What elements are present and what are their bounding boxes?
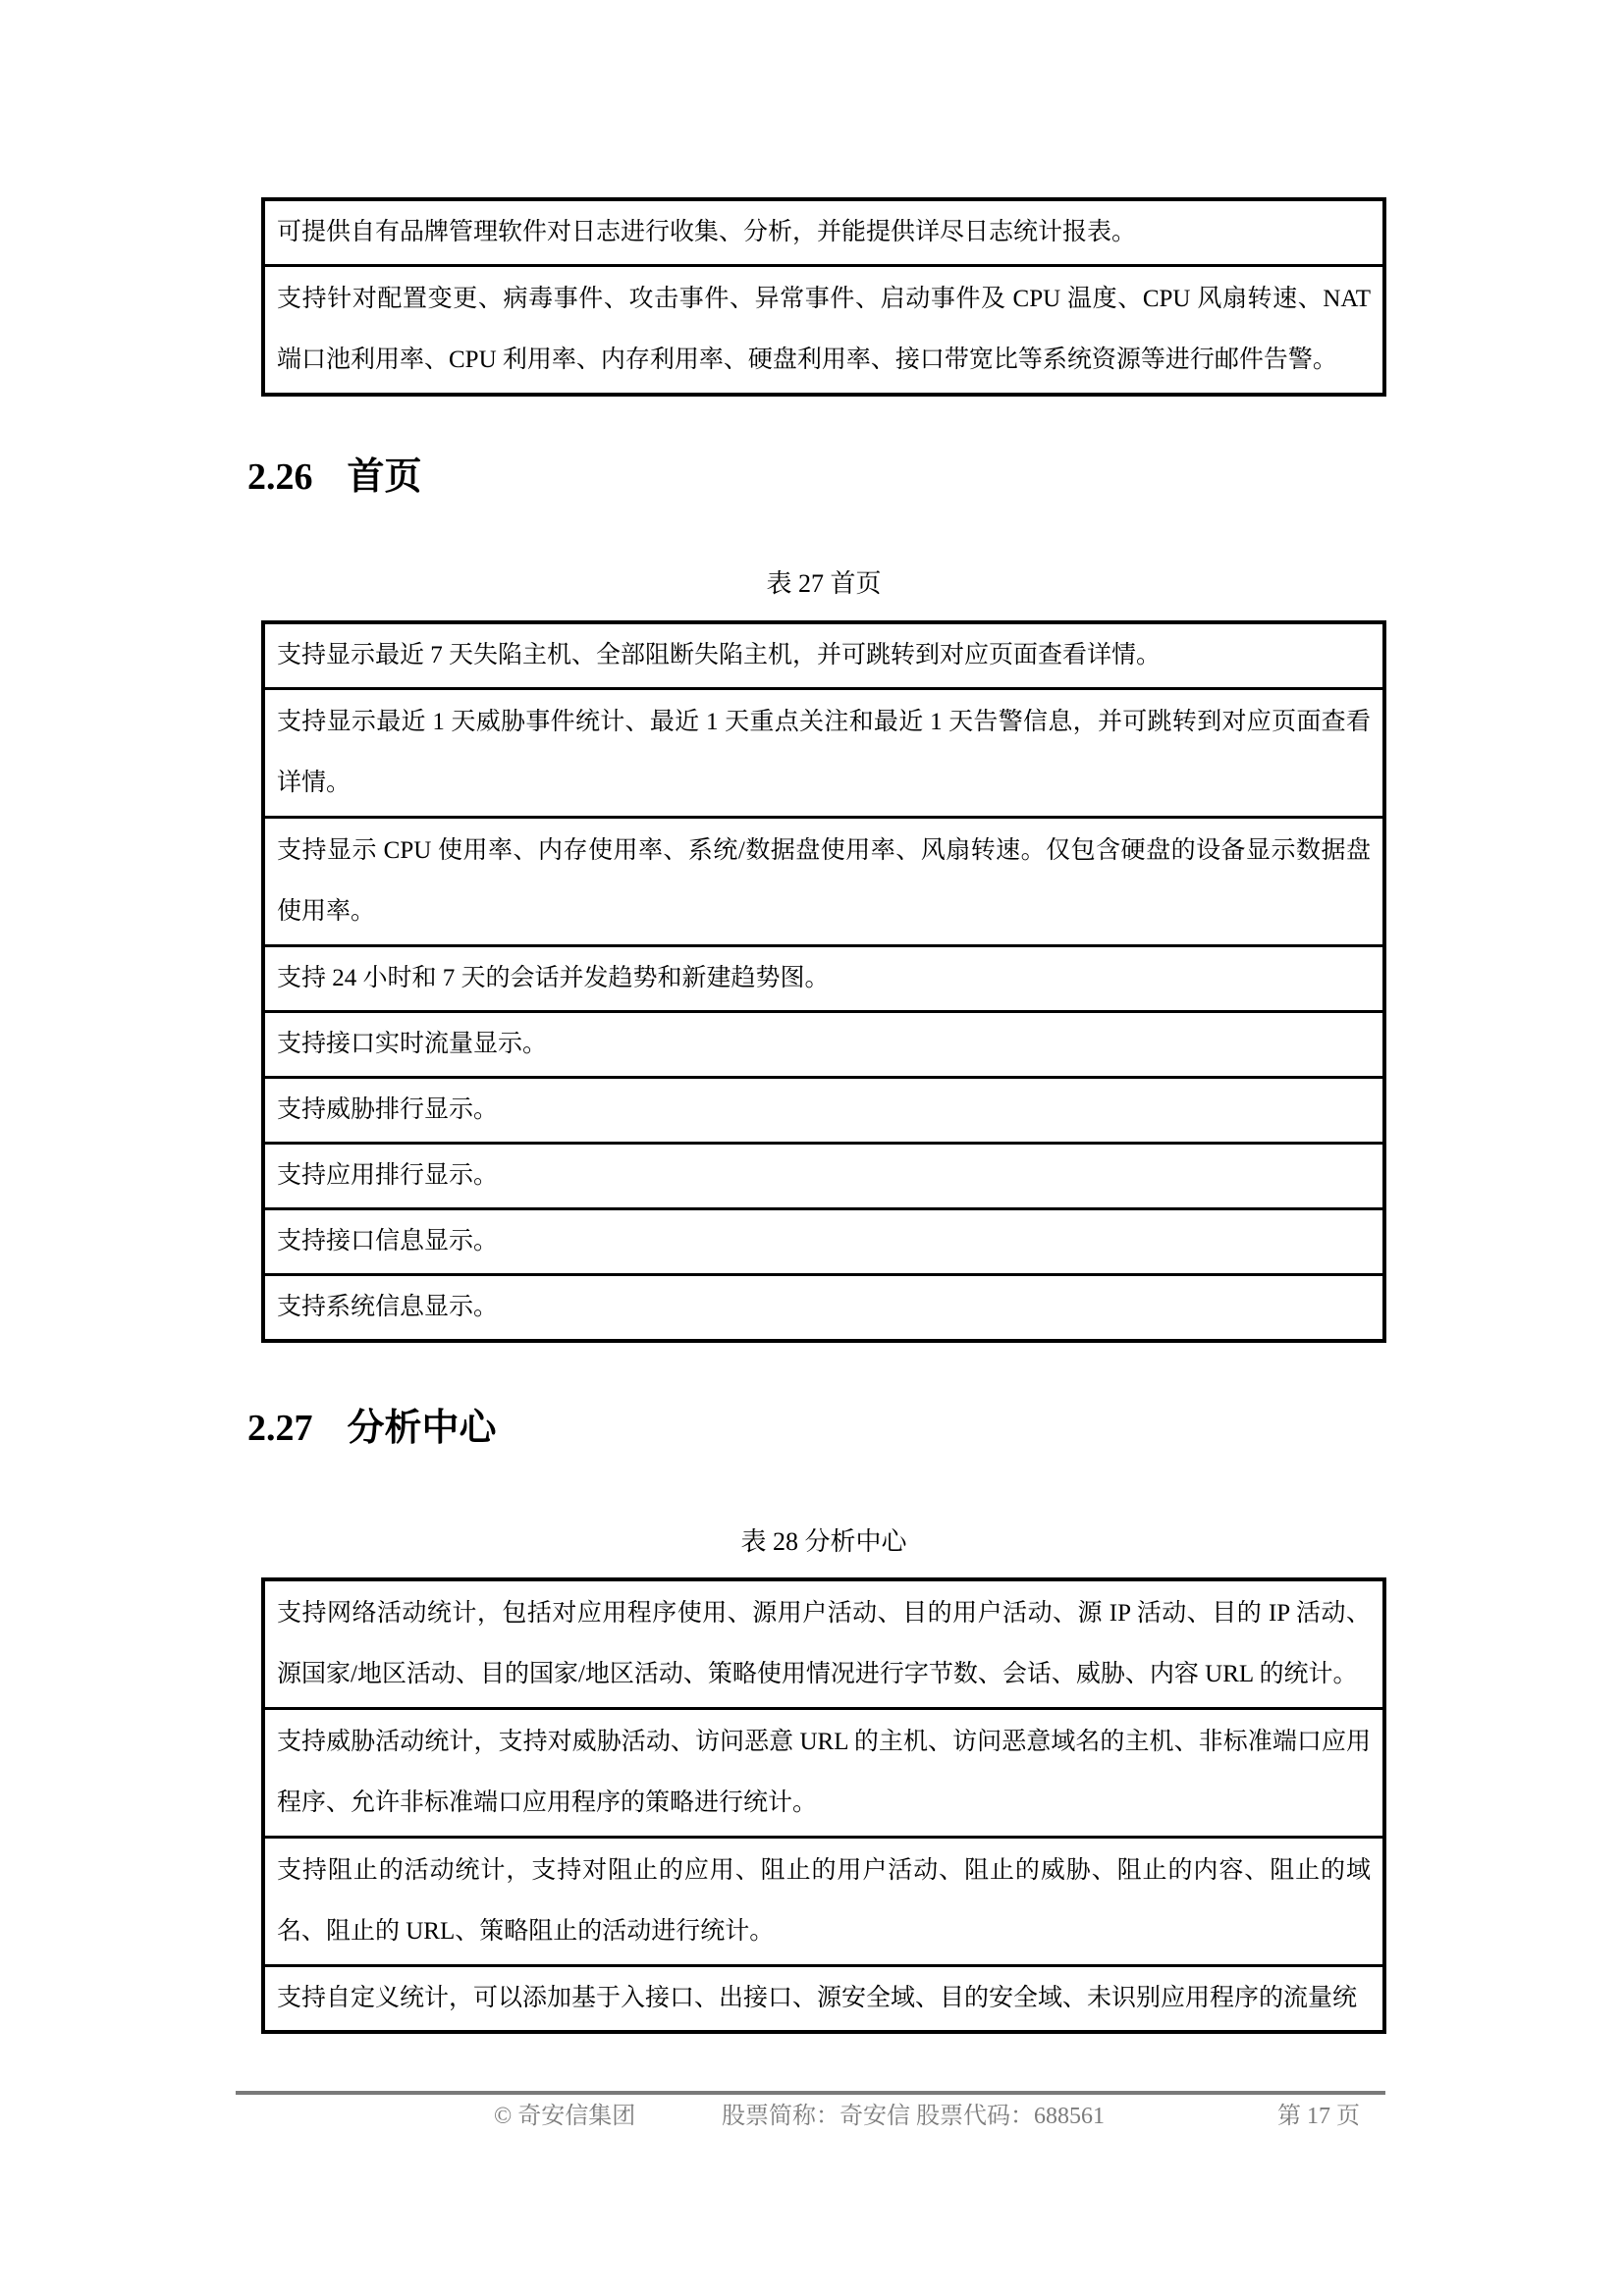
table-cell: 支持系统信息显示。 [277, 1294, 499, 1320]
table-cell: 支持接口实时流量显示。 [277, 1031, 548, 1057]
section-number: 2.27 [247, 1408, 313, 1449]
table-row [265, 624, 1382, 687]
section-title: 首页 [347, 456, 422, 498]
table-row [265, 1581, 1382, 1707]
table-row [265, 264, 1382, 393]
section-heading-2-27 [247, 1407, 497, 1450]
footer-copyright: © 奇安信集团 [494, 2104, 636, 2129]
table-28-analysis-center [261, 1577, 1386, 2034]
footer-page-number: 第 17 页 [1277, 2104, 1360, 2129]
table-cell: 支持接口信息显示。 [277, 1228, 499, 1255]
table-caption-28: 表 28 分析中心 [740, 1527, 907, 1556]
table-row [265, 1964, 1382, 2030]
table-row [265, 944, 1382, 1010]
table-cell: 支持阻止的活动统计，支持对阻止的应用、阻止的用户活动、阻止的威胁、阻止的内容、阻止的域名、阻止的 URL、策略阻止的活动进行统计。 [277, 1857, 1371, 1945]
table-caption-27: 表 27 首页 [766, 569, 882, 598]
table-row [265, 1076, 1382, 1142]
table-cell: 支持网络活动统计，包括对应用程序使用、源用户活动、目的用户活动、源 IP 活动、目的 IP 活动、源国家/地区活动、目的国家/地区活动、策略使用情况进行字节数、会话、威胁、内容 URL 的统计。 [277, 1600, 1371, 1687]
footer-stock-info: 股票简称：奇安信 股票代码：688561 [722, 2104, 1105, 2129]
table-row [265, 1273, 1382, 1339]
table-row [265, 201, 1382, 264]
table-row [265, 1707, 1382, 1836]
table-cell: 支持显示最近 7 天失陷主机、全部阻断失陷主机，并可跳转到对应页面查看详情。 [277, 642, 1162, 668]
table-cell: 可提供自有品牌管理软件对日志进行收集、分析，并能提供详尽日志统计报表。 [277, 219, 1137, 245]
table-cell: 支持应用排行显示。 [277, 1162, 499, 1189]
table-row [265, 1207, 1382, 1273]
table-row [265, 687, 1382, 816]
table-cell: 支持威胁排行显示。 [277, 1096, 499, 1123]
footer-divider-line [236, 2091, 1385, 2095]
table-cell: 支持针对配置变更、病毒事件、攻击事件、异常事件、启动事件及 CPU 温度、CPU 风扇转速、NAT 端口池利用率、CPU 利用率、内存利用率、硬盘利用率、接口带宽比等系统资源等进行邮件告警。 [277, 286, 1371, 373]
table-log-alert-continued [261, 197, 1386, 397]
page-footer [236, 2102, 1385, 2137]
section-heading-2-26 [247, 455, 422, 499]
table-cell: 支持 24 小时和 7 天的会话并发趋势和新建趋势图。 [277, 965, 830, 991]
table-cell: 支持威胁活动统计，支持对威胁活动、访问恶意 URL 的主机、访问恶意域名的主机、非标准端口应用程序、允许非标准端口应用程序的策略进行统计。 [277, 1729, 1371, 1816]
table-row [265, 1836, 1382, 1964]
table-cell: 支持自定义统计，可以添加基于入接口、出接口、源安全域、目的安全域、未识别应用程序的流量统 [277, 1985, 1358, 2011]
section-title: 分析中心 [347, 1408, 497, 1449]
table-27-homepage [261, 620, 1386, 1343]
table-cell: 支持显示 CPU 使用率、内存使用率、系统/数据盘使用率、风扇转速。仅包含硬盘的设备显示数据盘使用率。 [277, 837, 1371, 925]
table-row [265, 816, 1382, 944]
table-row [265, 1142, 1382, 1207]
table-cell: 支持显示最近 1 天威胁事件统计、最近 1 天重点关注和最近 1 天告警信息，并可跳转到对应页面查看详情。 [277, 709, 1371, 796]
table-row [265, 1010, 1382, 1076]
section-number: 2.26 [247, 456, 313, 498]
